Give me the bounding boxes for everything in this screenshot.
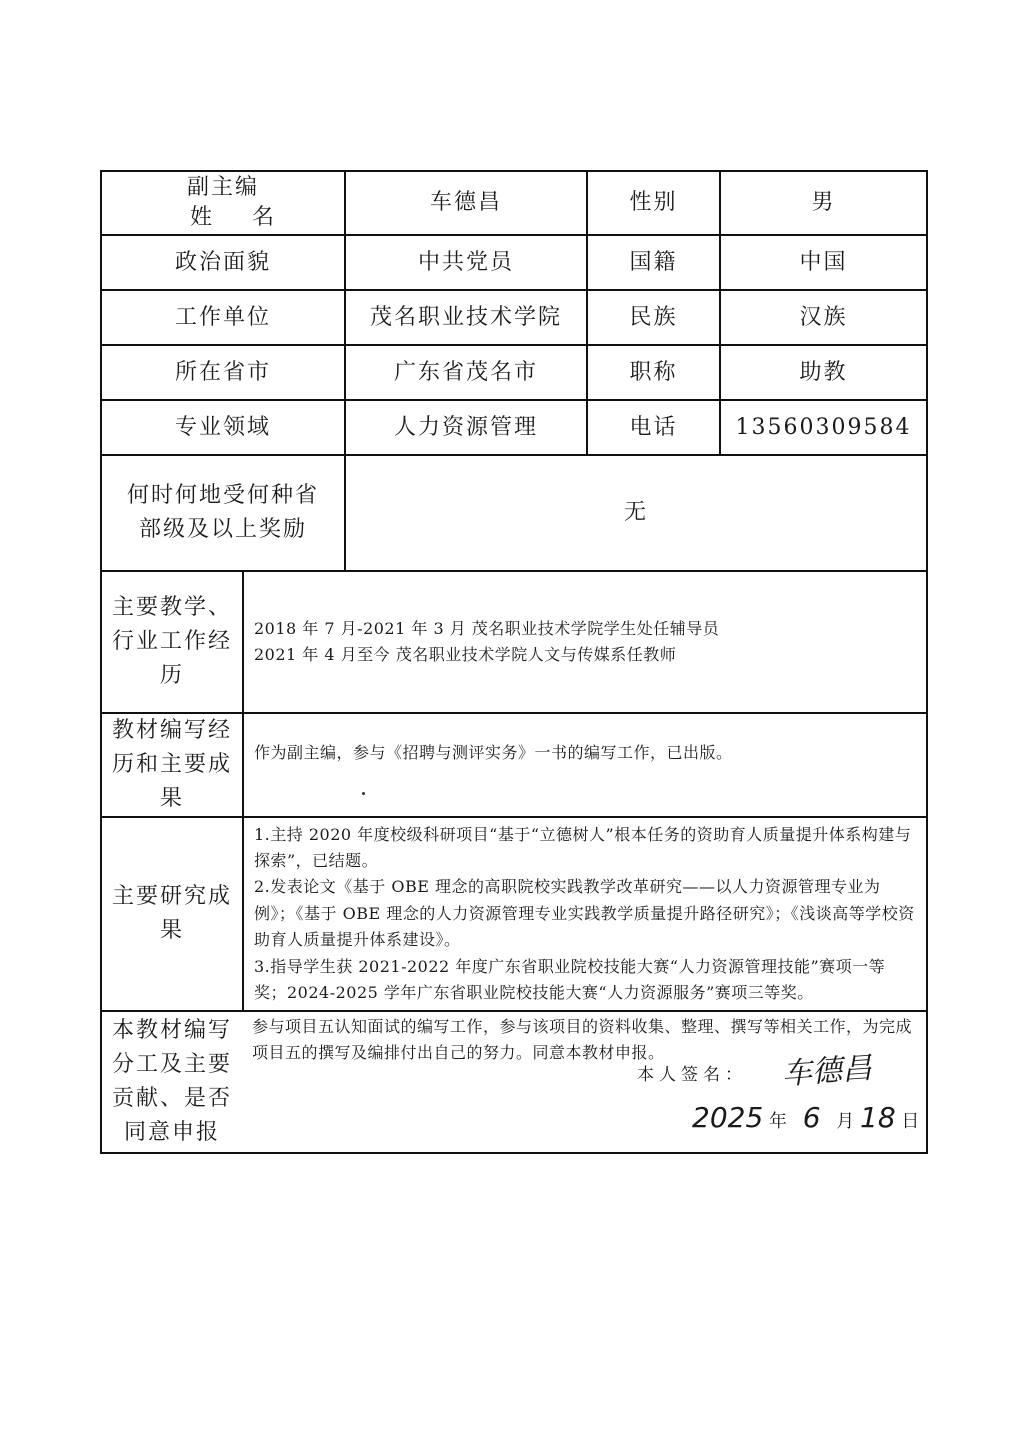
label-title: 职称 <box>586 346 719 399</box>
row-political <box>100 234 928 289</box>
signature-date: 2025 年 6 月 18 日 <box>692 1101 920 1134</box>
value-field: 人力资源管理 <box>344 401 586 454</box>
row-workplace <box>100 289 928 344</box>
research-item: 2.发表论文《基于 OBE 理念的高职院校实践教学改革研究——以人力资源管理专业为例》；《基于 OBE 理念的人力资源管理专业实践教学质量提升路径研究》；《浅谈高等学校资助育人质量提升体系建设》。 <box>254 877 915 950</box>
research-content <box>242 818 926 1010</box>
row-textbook <box>100 712 928 816</box>
label-ethnicity: 民族 <box>586 291 719 344</box>
value-political: 中共党员 <box>344 236 586 289</box>
label-nationality: 国籍 <box>586 236 719 289</box>
value-location: 广东省茂名市 <box>344 346 586 399</box>
value-phone: 13560309584 <box>719 401 926 454</box>
textbook-content <box>242 714 926 816</box>
value-ethnicity: 汉族 <box>719 291 926 344</box>
label-gender: 性别 <box>586 172 719 234</box>
value-name: 车德昌 <box>344 172 586 234</box>
row-experience <box>100 570 928 712</box>
value-workplace: 茂名职业技术学院 <box>344 291 586 344</box>
label-awards: 何时何地受何种省部级及以上奖励 <box>126 482 319 542</box>
textbook-text: 作为副主编，参与《招聘与测评实务》一书的编写工作，已出版。 <box>254 743 733 762</box>
contribution-text: 参与项目五认知面试的编写工作，参与该项目的资料收集、整理、撰写等相关工作，为完成项目五的撰写及编排付出自己的努力。同意本教材申报。 <box>252 1017 913 1062</box>
date-day: 18 <box>860 1101 896 1134</box>
handwritten-signature: 车德昌 <box>780 1050 874 1093</box>
application-form-table <box>100 170 928 1154</box>
value-gender: 男 <box>719 172 926 234</box>
stray-dot <box>362 792 365 795</box>
experience-content <box>242 572 926 712</box>
row-location <box>100 344 928 399</box>
research-item: 3.指导学生获 2021-2022 年度广东省职业院校技能大赛“人力资源管理技能”赛项一等奖；2024-2025 学年广东省职业院校技能大赛“人力资源服务”赛项三等奖。 <box>254 956 886 1002</box>
label-political: 政治面貌 <box>174 249 271 275</box>
value-nationality: 中国 <box>719 236 926 289</box>
value-title: 助教 <box>719 346 926 399</box>
label-textbook: 教材编写经历和主要成果 <box>112 717 233 812</box>
label-workplace: 工作单位 <box>174 304 271 330</box>
experience-line: 2018 年 7 月-2021 年 3 月 茂名职业技术学院学生处任辅导员 <box>254 619 720 639</box>
label-phone: 电话 <box>586 401 719 454</box>
contribution-content <box>242 1012 926 1152</box>
label-research: 主要研究成果 <box>112 883 233 943</box>
research-item: 1.主持 2020 年度校级科研项目“基于“立德树人”根本任务的资助育人质量提升体系构建与探索”，已结题。 <box>254 824 912 871</box>
experience-line: 2021 年 4 月至今 茂名职业技术学院人文与传媒系任教师 <box>254 645 677 664</box>
label-field: 专业领域 <box>174 414 271 440</box>
row-research <box>100 816 928 1010</box>
label-location: 所在省市 <box>174 359 271 385</box>
date-year: 2025 <box>692 1101 764 1134</box>
signature-label: 本人签名： <box>637 1065 747 1085</box>
label-contribution: 本教材编写分工及主要贡献、是否同意申报 <box>111 1017 232 1146</box>
date-month: 6 <box>802 1101 821 1134</box>
value-awards: 无 <box>344 456 926 570</box>
row-name <box>100 170 928 234</box>
label-name: 副主编 姓 名 <box>186 175 276 230</box>
row-awards <box>100 454 928 570</box>
label-experience: 主要教学、行业工作经历 <box>111 594 232 689</box>
row-contribution <box>100 1010 928 1154</box>
row-field <box>100 399 928 454</box>
